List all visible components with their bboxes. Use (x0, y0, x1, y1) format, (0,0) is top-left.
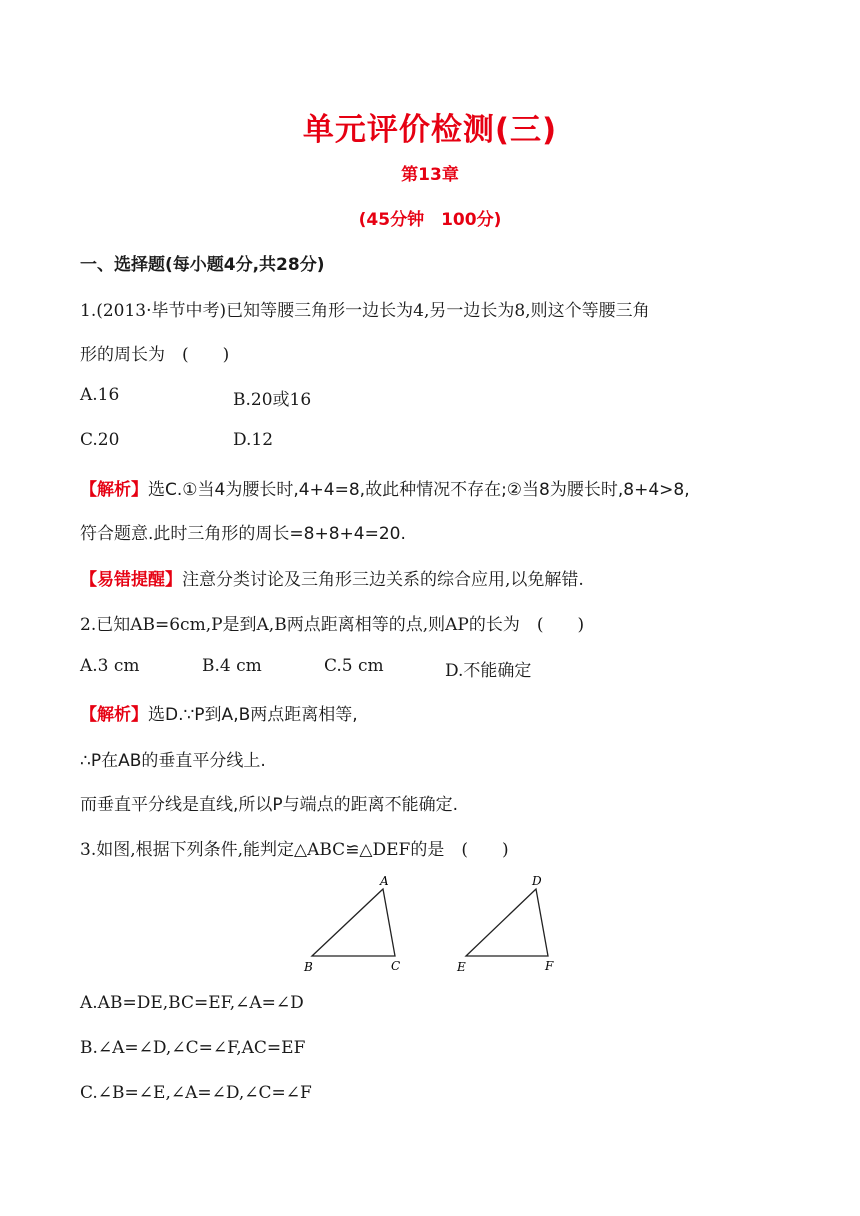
q1-tip-text: 注意分类讨论及三角形三边关系的综合应用,以免解错. (182, 570, 584, 590)
q3-option-a: A.AB=DE,BC=EF,∠A=∠D (80, 993, 304, 1013)
q1-option-d: D.12 (233, 430, 274, 450)
q1-option-a: A.16 (80, 385, 120, 405)
q3-option-b: B.∠A=∠D,∠C=∠F,AC=EF (80, 1038, 306, 1058)
q1-analysis-text1: 选C.①当4为腰长时,4+4=8,故此种情况不存在;②当8为腰长时,8+4>8, (148, 480, 690, 500)
chapter-label: 第13章 (401, 165, 459, 185)
q2-option-c: C.5 cm (324, 656, 384, 676)
q2-option-d: D.不能确定 (445, 661, 532, 681)
section-title: 一、选择题(每小题4分,共28分) (80, 255, 325, 275)
q1-stem-line2: 形的周长为 ( ) (80, 345, 230, 365)
q1-option-c: C.20 (80, 430, 120, 450)
q2-option-b: B.4 cm (202, 656, 262, 676)
q1-analysis-line2: 符合题意.此时三角形的周长=8+8+4=20. (80, 524, 406, 544)
label-c: C (391, 959, 401, 973)
triangle-def (466, 889, 548, 956)
q3-stem: 3.如图,根据下列条件,能判定△ABC≌△DEF的是 ( ) (80, 840, 509, 860)
q2-analysis-text1: 选D.∵P到A,B两点距离相等, (148, 705, 358, 725)
triangle-abc (312, 889, 395, 956)
q1-option-b: B.20或16 (233, 390, 312, 410)
label-f: F (545, 959, 554, 973)
q2-option-a: A.3 cm (80, 656, 140, 676)
q1-stem-line1: 1.(2013·毕节中考)已知等腰三角形一边长为4,另一边长为8,则这个等腰三角 (80, 301, 650, 321)
time-score-label: (45分钟 100分) (358, 210, 502, 230)
q2-analysis-line2: ∴P在AB的垂直平分线上. (80, 751, 266, 771)
q1-tip-tag: 【易错提醒】 (80, 570, 182, 590)
page-title: 单元评价检测(三) (302, 112, 558, 148)
label-e: E (457, 960, 466, 974)
q1-tip-line (80, 565, 584, 590)
q2-analysis-line1 (80, 700, 358, 725)
label-d: D (532, 874, 542, 888)
label-b: B (304, 960, 313, 974)
q3-triangles-figure (290, 870, 580, 980)
q2-stem: 2.已知AB=6cm,P是到A,B两点距离相等的点,则AP的长为 ( ) (80, 615, 585, 635)
q2-analysis-line3: 而垂直平分线是直线,所以P与端点的距离不能确定. (80, 795, 459, 815)
label-a: A (380, 874, 389, 888)
q1-analysis-tag: 【解析】 (80, 480, 148, 500)
q1-analysis-line1 (80, 475, 690, 500)
q2-analysis-tag: 【解析】 (80, 705, 148, 725)
q3-option-c: C.∠B=∠E,∠A=∠D,∠C=∠F (80, 1083, 312, 1103)
